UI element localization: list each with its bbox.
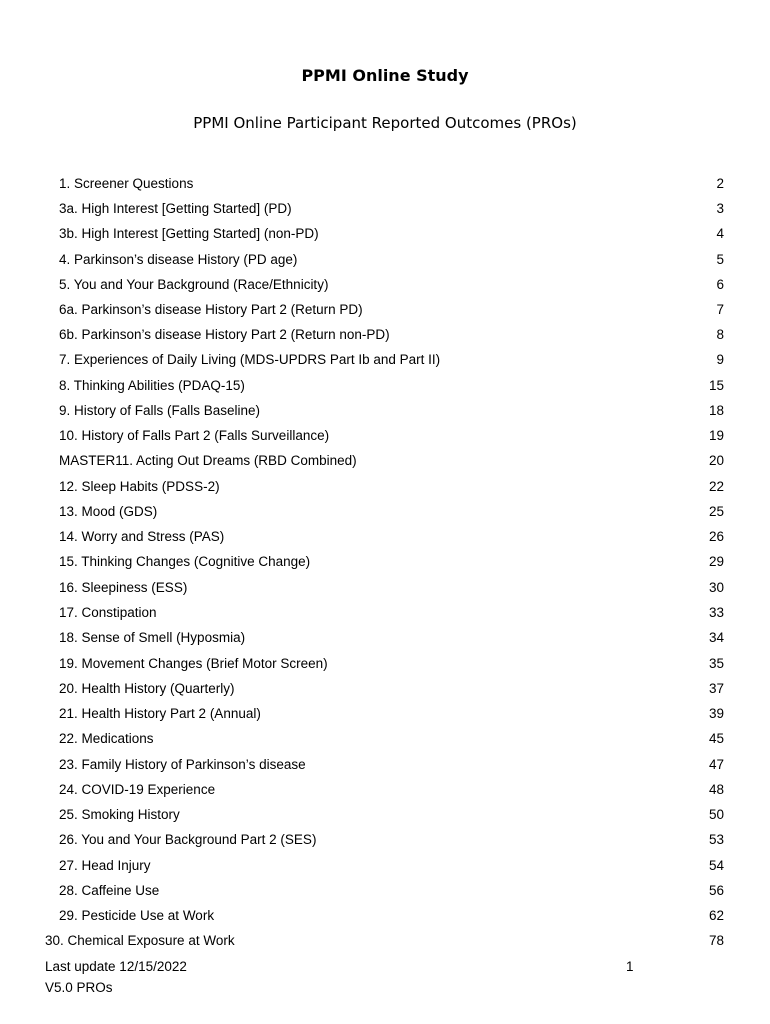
- toc-item-label: 25. Smoking History: [59, 807, 180, 822]
- toc-item-page: 9: [716, 352, 724, 367]
- toc-item-page: 19: [708, 428, 724, 443]
- toc-item-page: 34: [708, 630, 724, 645]
- toc-item-history-of-falls-part2[interactable]: [59, 426, 724, 446]
- toc-item-constipation[interactable]: [59, 603, 724, 623]
- toc-item-pd-history-part2-return-pd[interactable]: [59, 300, 724, 320]
- toc-item-label: 6a. Parkinson’s disease History Part 2 (Return PD): [59, 302, 363, 317]
- toc-item-label: 20. Health History (Quarterly): [59, 681, 235, 696]
- toc-item-label: 4. Parkinson’s disease History (PD age): [59, 252, 298, 267]
- toc-item-sleepiness[interactable]: [59, 578, 724, 598]
- toc-item-label: MASTER11. Acting Out Dreams (RBD Combined): [59, 453, 357, 468]
- toc-item-page: 56: [708, 883, 724, 898]
- toc-item-page: 48: [708, 782, 724, 797]
- toc-item-worry-and-stress[interactable]: [59, 527, 724, 547]
- page-number: 1: [626, 959, 634, 974]
- toc-item-label: 9. History of Falls (Falls Baseline): [59, 403, 261, 418]
- toc-item-page: 54: [708, 858, 724, 873]
- toc-item-page: 78: [708, 933, 724, 948]
- toc-item-thinking-abilities[interactable]: [59, 376, 724, 396]
- toc-item-medications[interactable]: [59, 729, 724, 749]
- toc-item-family-history[interactable]: [59, 755, 724, 775]
- toc-item-label: 21. Health History Part 2 (Annual): [59, 706, 261, 721]
- toc-item-screener-questions[interactable]: [59, 174, 724, 194]
- toc-item-movement-changes[interactable]: [59, 654, 724, 674]
- toc-item-label: 27. Head Injury: [59, 858, 151, 873]
- toc-item-label: 15. Thinking Changes (Cognitive Change): [59, 554, 311, 569]
- toc-item-page: 62: [708, 908, 724, 923]
- toc-item-pesticide-use[interactable]: [59, 906, 724, 926]
- toc-item-smoking-history[interactable]: [59, 805, 724, 825]
- toc-item-background[interactable]: [59, 275, 724, 295]
- toc-item-covid-19-experience[interactable]: [59, 780, 724, 800]
- toc-item-history-of-falls[interactable]: [59, 401, 724, 421]
- toc-item-high-interest-non-pd[interactable]: [59, 224, 724, 244]
- toc-item-health-history-part2[interactable]: [59, 704, 724, 724]
- toc-item-page: 20: [708, 453, 724, 468]
- toc-item-label: 26. You and Your Background Part 2 (SES): [59, 832, 317, 847]
- toc-item-page: 35: [708, 656, 724, 671]
- toc-item-label: 3b. High Interest [Getting Started] (non-PD): [59, 226, 319, 241]
- toc-item-page: 39: [708, 706, 724, 721]
- toc-item-label: 7. Experiences of Daily Living (MDS-UPDRS Part Ib and Part II): [59, 352, 441, 367]
- toc-item-page: 45: [708, 731, 724, 746]
- toc-item-label: 3a. High Interest [Getting Started] (PD): [59, 201, 292, 216]
- toc-item-label: 1. Screener Questions: [59, 176, 194, 191]
- toc-item-page: 30: [708, 580, 724, 595]
- toc-item-mood[interactable]: [59, 502, 724, 522]
- toc-item-label: 8. Thinking Abilities (PDAQ-15): [59, 378, 245, 393]
- toc-item-page: 6: [716, 277, 724, 292]
- toc-item-background-part2[interactable]: [59, 830, 724, 850]
- toc-item-label: 14. Worry and Stress (PAS): [59, 529, 225, 544]
- toc-item-page: 2: [716, 176, 724, 191]
- toc-item-page: 3: [716, 201, 724, 216]
- toc-item-health-history[interactable]: [59, 679, 724, 699]
- toc-item-page: 53: [708, 832, 724, 847]
- toc-item-caffeine-use[interactable]: [59, 881, 724, 901]
- toc-item-label: 12. Sleep Habits (PDSS-2): [59, 479, 220, 494]
- last-update-text: Last update 12/15/2022: [45, 959, 187, 974]
- toc-item-label: 10. History of Falls Part 2 (Falls Surveillance): [59, 428, 330, 443]
- toc-item-sleep-habits[interactable]: [59, 477, 724, 497]
- toc-item-label: 5. You and Your Background (Race/Ethnicity): [59, 277, 329, 292]
- toc-item-page: 22: [708, 479, 724, 494]
- toc-item-label: 29. Pesticide Use at Work: [59, 908, 215, 923]
- toc-item-page: 15: [708, 378, 724, 393]
- toc-item-label: 30. Chemical Exposure at Work: [45, 933, 235, 948]
- toc-item-label: 19. Movement Changes (Brief Motor Screen): [59, 656, 328, 671]
- toc-item-high-interest-pd[interactable]: [59, 199, 724, 219]
- toc-item-acting-out-dreams[interactable]: [59, 451, 724, 471]
- version-text: V5.0 PROs: [45, 980, 113, 995]
- toc-item-page: 7: [716, 302, 724, 317]
- toc-item-sense-of-smell[interactable]: [59, 628, 724, 648]
- toc-item-page: 37: [708, 681, 724, 696]
- toc-item-label: 22. Medications: [59, 731, 154, 746]
- toc-item-chemical-exposure[interactable]: [45, 931, 724, 951]
- toc-item-page: 33: [708, 605, 724, 620]
- page-footer: [45, 956, 705, 998]
- toc-item-label: 18. Sense of Smell (Hyposmia): [59, 630, 246, 645]
- toc-item-label: 6b. Parkinson’s disease History Part 2 (Return non-PD): [59, 327, 390, 342]
- toc-item-label: 13. Mood (GDS): [59, 504, 158, 519]
- toc-item-label: 17. Constipation: [59, 605, 157, 620]
- toc-item-label: 16. Sleepiness (ESS): [59, 580, 188, 595]
- toc-item-pd-history-part2-return-non-pd[interactable]: [59, 325, 724, 345]
- toc-item-pd-history[interactable]: [59, 250, 724, 270]
- toc-item-page: 29: [708, 554, 724, 569]
- toc-item-label: 24. COVID-19 Experience: [59, 782, 216, 797]
- toc-item-label: 23. Family History of Parkinson’s disease: [59, 757, 306, 772]
- document-subtitle: PPMI Online Participant Reported Outcomes (PROs): [193, 114, 577, 132]
- toc-item-page: 5: [716, 252, 724, 267]
- toc-item-daily-living[interactable]: [59, 350, 724, 370]
- toc-item-label: 28. Caffeine Use: [59, 883, 160, 898]
- toc-item-page: 47: [708, 757, 724, 772]
- toc-item-thinking-changes[interactable]: [59, 552, 724, 572]
- toc-item-head-injury[interactable]: [59, 856, 724, 876]
- toc-item-page: 25: [708, 504, 724, 519]
- toc-item-page: 8: [716, 327, 724, 342]
- toc-item-page: 18: [708, 403, 724, 418]
- toc-item-page: 50: [708, 807, 724, 822]
- toc-item-page: 26: [708, 529, 724, 544]
- toc-item-page: 4: [716, 226, 724, 241]
- document-title: PPMI Online Study: [301, 66, 469, 85]
